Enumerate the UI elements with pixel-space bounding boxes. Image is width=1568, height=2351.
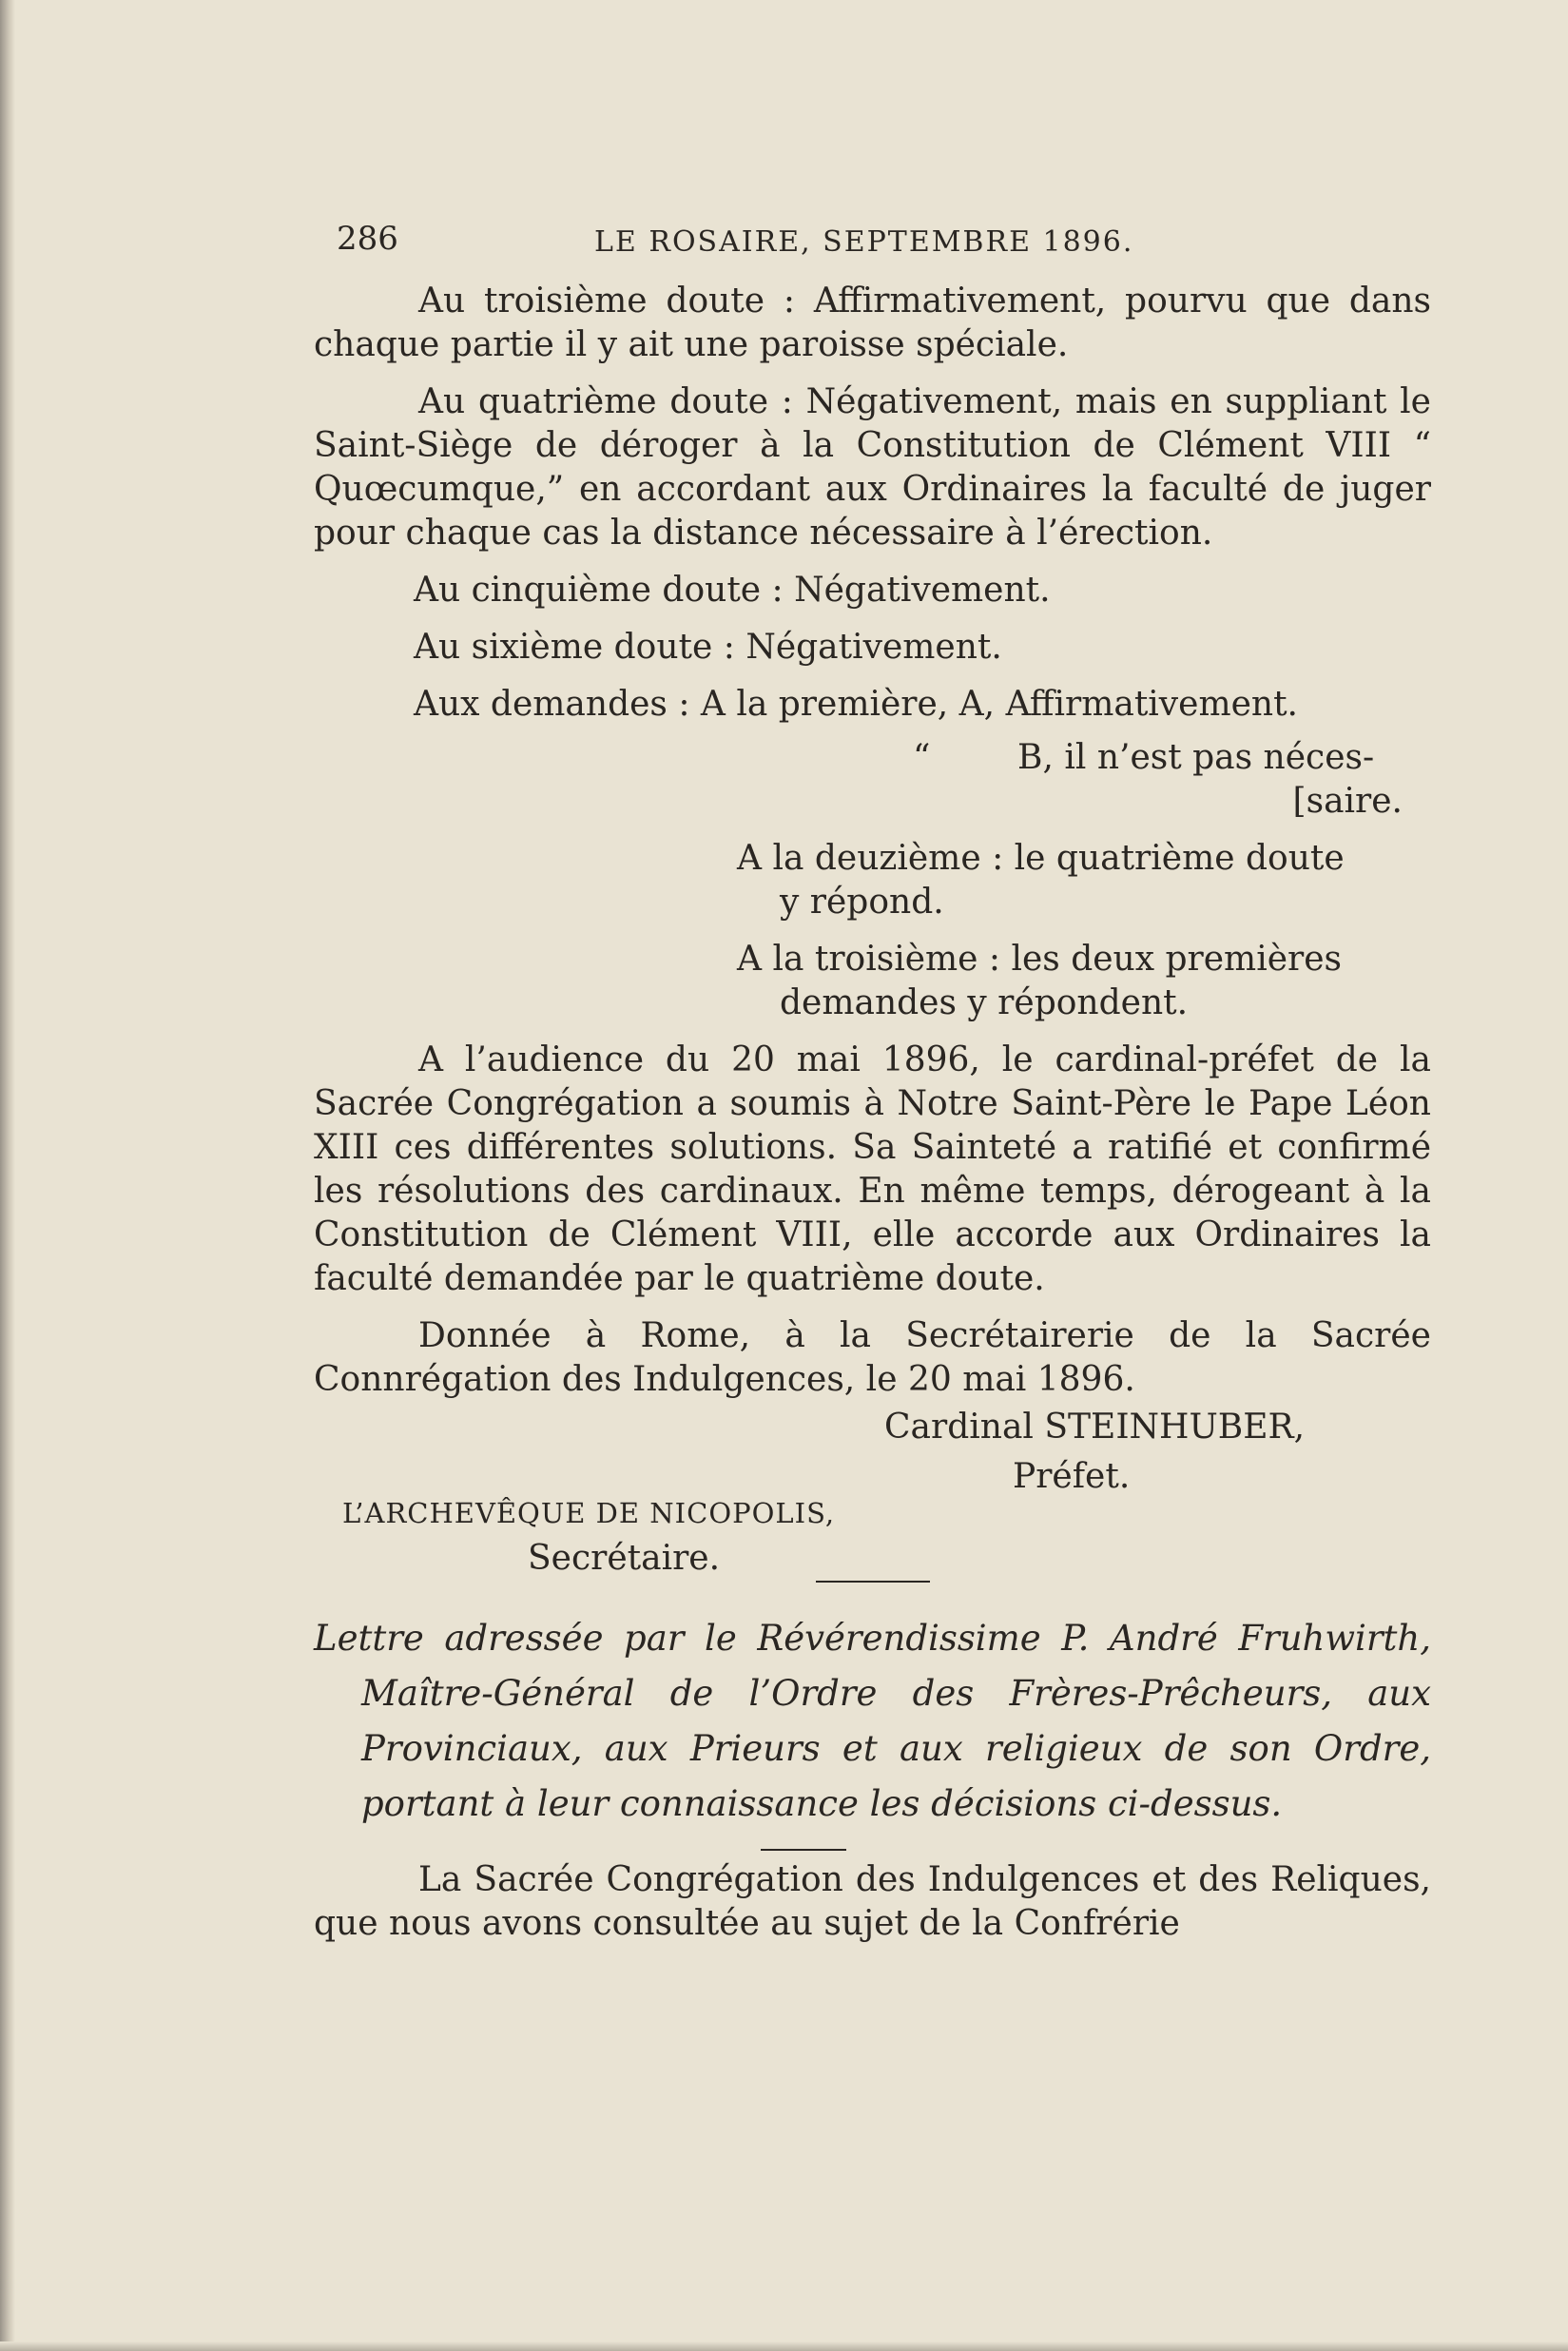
paragraph-third-doubt: Au troisième doute : Affirmativement, pourvu que dans chaque partie il y ait une paroisse spéciale. <box>314 282 1431 364</box>
signature-archeveque: L’ARCHEVÊQUE DE NICOPOLIS, <box>342 1497 836 1529</box>
signature-prefet: Préfet. <box>1013 1457 1131 1496</box>
answer-b-text: B, il n’est pas néces- <box>1017 738 1375 777</box>
paragraph-given-at-rome: Donnée à Rome, à la Secrétairerie de la Sacrée Connrégation des Indulgences, le 20 mai 1896. <box>314 1316 1431 1399</box>
document-page <box>314 211 1431 1946</box>
paragraph-fifth-doubt: Au cinquième doute : Négativement. <box>414 571 1051 610</box>
answer-b-continuation: [saire. <box>1292 782 1403 821</box>
short-divider <box>761 1849 846 1851</box>
answer-second-line-1: A la deuzième : le quatrième doute <box>737 839 1345 878</box>
section-divider <box>816 1581 930 1583</box>
running-head: LE ROSAIRE, SEPTEMBRE 1896. <box>594 225 1134 259</box>
page-header <box>314 211 1431 280</box>
signature-block <box>314 1406 1431 1578</box>
page-bottom-edge-shadow <box>0 2341 1568 2351</box>
paragraph-demands: Aux demandes : A la première, A, Affirmativement. <box>414 685 1298 724</box>
answer-b <box>314 736 1431 780</box>
answer-third-line-2: demandes y répondent. <box>780 983 1189 1022</box>
paragraph-sixth-doubt: Au sixième doute : Négativement. <box>414 628 1002 667</box>
signature-secretaire: Secrétaire. <box>528 1539 721 1578</box>
signature-cardinal: Cardinal STEINHUBER, <box>884 1408 1306 1447</box>
paragraph-fourth-doubt: Au quatrième doute : Négativement, mais en suppliant le Saint-Siège de déroger à la Constitution de Clément VIII “ Quœcumque,” en accordant aux Ordinaires la faculté de juger pour chaque cas la distance nécessaire à l’érection. <box>314 382 1431 553</box>
ditto-mark: “ <box>913 738 931 777</box>
answer-third-line-1: A la troisième : les deux premières <box>737 940 1342 979</box>
answer-second <box>314 837 1431 924</box>
letter-title: Lettre adressée par le Révérendissime P. André Fruhwirth, Maître-Général de l’Ordre des Frères-Prêcheurs, aux Provinciaux, aux Prieurs et aux religieux de son Ordre, portant à leur connaissance les décisions ci-dessus. <box>314 1618 1431 1824</box>
page-number: 286 <box>337 220 398 258</box>
page-left-edge-shadow <box>0 0 15 2351</box>
answer-third <box>314 938 1431 1025</box>
paragraph-audience: A l’audience du 20 mai 1896, le cardinal-préfet de la Sacrée Congrégation a soumis à Notre Saint-Père le Pape Léon XIII ces différentes solutions. Sa Sainteté a ratifié et confirmé les résolutions des cardinaux. En même temps, dérogeant à la Constitution de Clément VIII, elle accorde aux Ordinaires la faculté demandée par le quatrième doute. <box>314 1040 1431 1298</box>
paragraph-congregation: La Sacrée Congrégation des Indulgences et des Reliques, que nous avons consultée au sujet de la Confrérie <box>314 1860 1431 1943</box>
answer-block <box>314 736 1431 1025</box>
answer-second-line-2: y répond. <box>780 883 944 922</box>
